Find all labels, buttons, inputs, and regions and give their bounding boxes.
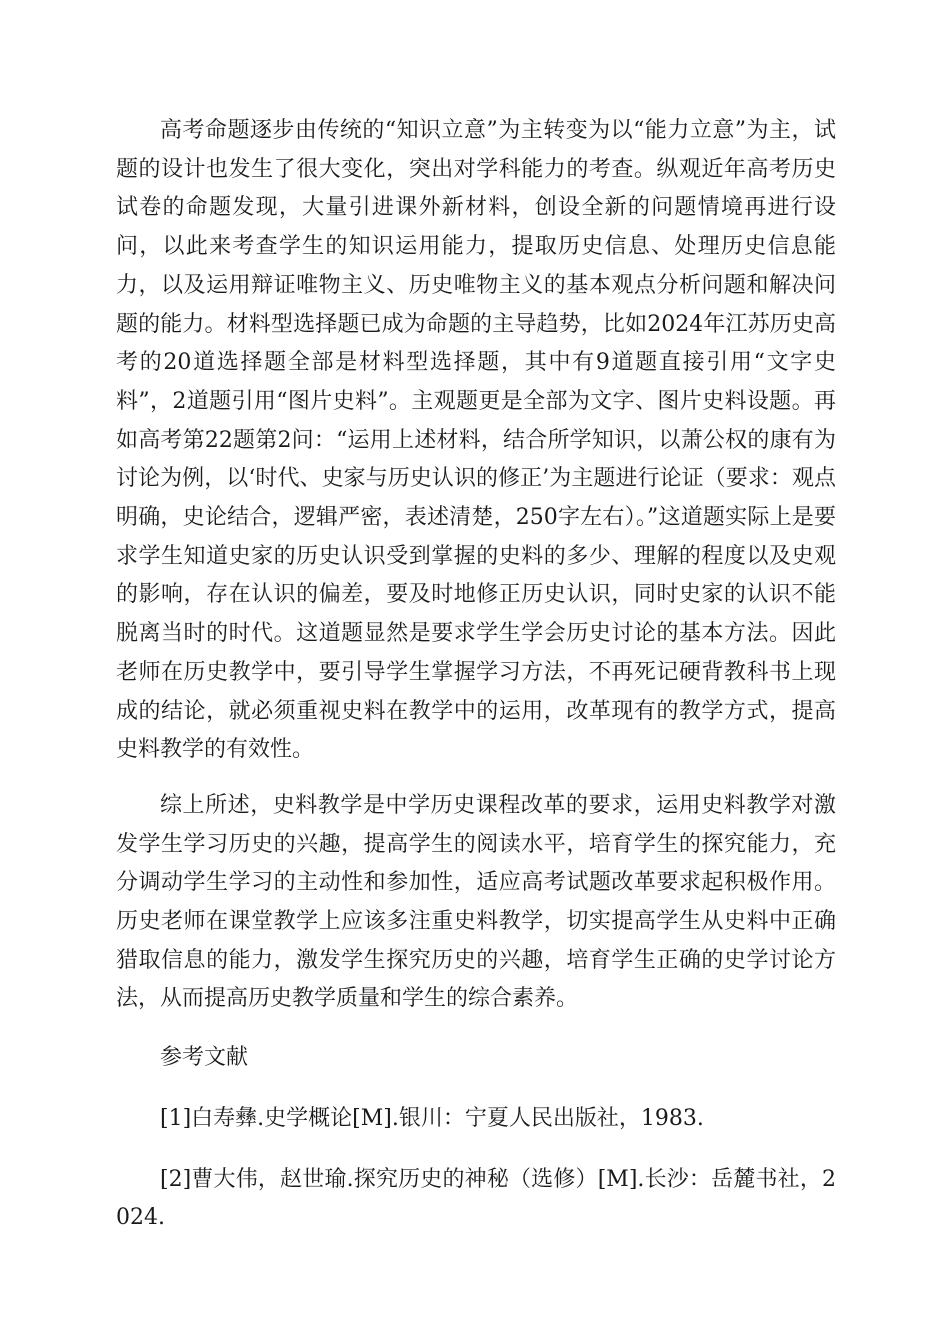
reference-item-1: [1]白寿彝.史学概论[M].银川：宁夏人民出版社，1983. [160,1106,704,1132]
references-heading: 参考文献 [160,1045,249,1071]
body-paragraph-2: 综上所述，史料教学是中学历史课程改革的要求，运用史料教学对激发学生学习历史的兴趣，提高学生的阅读水平，培育学生的探究能力，充分调动学生学习的主动性和参加性，适应高考试题改革要求起积极作用。历史老师在课堂教学上应该多注重史料教学，切实提高学生从史料中正确猎取信息的能力，激发学生探究历史的兴趣，培育学生正确的史学讨论方法，从而提高历史教学质量和学生的综合素养。 [116,792,836,1012]
body-paragraph-1: 高考命题逐步由传统的“知识立意”为主转变为以“能力立意”为主，试题的设计也发生了很大变化，突出对学科能力的考查。纵观近年高考历史试卷的命题发现，大量引进课外新材料，创设全新的问题情境再进行设问，以此来考查学生的知识运用能力，提取历史信息、处理历史信息能力，以及运用辩证唯物主义、历史唯物主义的基本观点分析问题和解决问题的能力。材料型选择题已成为命题的主导趋势，比如2024年江苏历史高考的20道选择题全部是材料型选择题，其中有9道题直接引用“文字史料”，2道题引用“图片史料”。主观题更是全部为文字、图片史料设题。再如高考第22题第2问：“运用上述材料，结合所学知识，以萧公权的康有为讨论为例，以‘时代、史家与历史认识的修正’为主题进行论证（要求：观点明确，史论结合，逻辑严密，表述清楚，250字左右）。”这道题实际上是要求学生知道史家的历史认识受到掌握的史料的多少、理解的程度以及史观的影响，存在认识的偏差，要及时地修正历史认识，同时史家的认识不能脱离当时的时代。这道题显然是要求学生学会历史讨论的基本方法。因此老师在历史教学中，要引导学生掌握学习方法，不再死记硬背教科书上现成的结论，就必须重视史料在教学中的运用，改革现有的教学方式，提高史料教学的有效性。 [116,118,836,763]
reference-item-2: [2]曹大伟，赵世瑜.探究历史的神秘（选修）[M].长沙：岳麓书社，2024. [116,1167,836,1231]
document-page [116,112,836,1237]
